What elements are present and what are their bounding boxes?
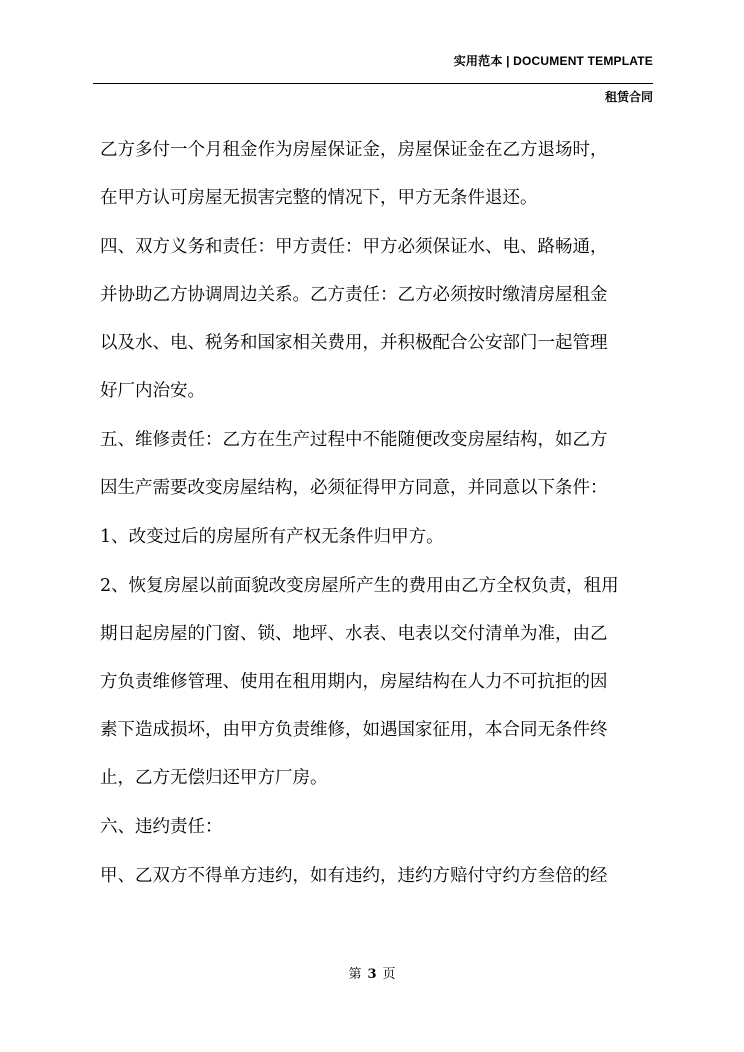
text-line: 因生产需要改变房屋结构，必须征得甲方同意，并同意以下条件： <box>100 478 608 498</box>
header-title: 实用范本 | DOCUMENT TEMPLATE <box>453 54 653 68</box>
document-body <box>100 136 656 910</box>
text-line: 六、违约责任： <box>100 817 223 837</box>
footer-prefix: 第 <box>348 967 362 982</box>
text-line: 在甲方认可房屋无损害完整的情况下，甲方无条件退还。 <box>100 188 538 208</box>
page-footer <box>0 963 744 982</box>
text-line: 五、维修责任：乙方在生产过程中不能随便改变房屋结构，如乙方 <box>100 430 608 450</box>
page-number: 3 <box>367 967 377 982</box>
text-line: 甲、乙双方不得单方违约，如有违约，违约方赔付守约方叁倍的经 <box>100 866 608 886</box>
text-line: 止，乙方无偿归还甲方厂房。 <box>100 768 328 788</box>
text-line: 四、双方义务和责任：甲方责任：甲方必须保证水、电、路畅通， <box>100 237 608 257</box>
text-line: 1、改变过后的房屋所有产权无条件归甲方。 <box>100 527 444 547</box>
header-subtitle: 租赁合同 <box>604 90 653 104</box>
text-line: 2、恢复房屋以前面貌改变房屋所产生的费用由乙方全权负责，租用 <box>100 576 619 596</box>
text-line: 以及水、电、税务和国家相关费用，并积极配合公安部门一起管理 <box>100 333 608 353</box>
header-divider <box>93 83 653 84</box>
text-line: 乙方多付一个月租金作为房屋保证金，房屋保证金在乙方退场时， <box>100 140 608 160</box>
text-line: 好厂内治安。 <box>100 381 205 401</box>
text-line: 并协助乙方协调周边关系。乙方责任：乙方必须按时缴清房屋租金 <box>100 285 608 305</box>
text-line: 期日起房屋的门窗、锁、地坪、水表、电表以交付清单为准，由乙 <box>100 624 608 644</box>
footer-suffix: 页 <box>382 967 396 982</box>
text-line: 素下造成损坏，由甲方负责维修，如遇国家征用，本合同无条件终 <box>100 720 608 740</box>
text-line: 方负责维修管理、使用在租用期内，房屋结构在人力不可抗拒的因 <box>100 672 608 692</box>
page-header <box>93 50 653 110</box>
